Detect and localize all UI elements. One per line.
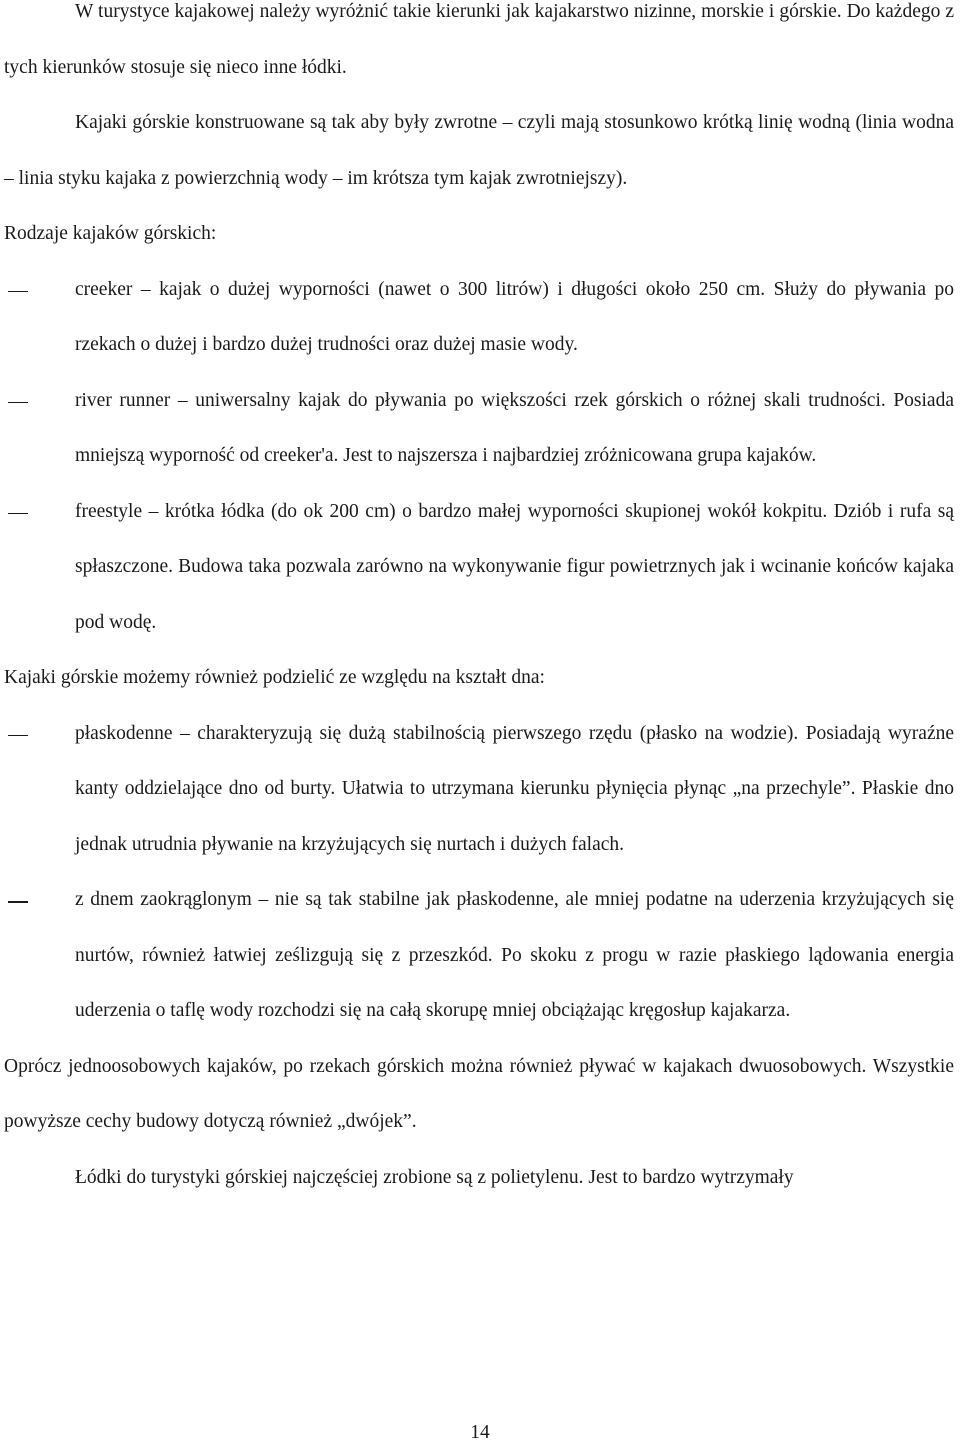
paragraph-kayaking-directions: W turystyce kajakowej należy wyróżnić takie kierunki jak kajakarstwo nizinne, morskie i górskie. Do każdego z tych kierunków stosuje się nieco inne łódki. (4, 1, 954, 78)
list-item-river-runner (4, 373, 954, 484)
list-item-text: river runner – uniwersalny kajak do pływania po większości rzek górskich o różnej skali trudności. Posiada mniejszą wyporność od creeker'a. Jest to najszersza i najbardziej zróżnicowana grupa kajaków. (75, 389, 954, 466)
paragraph-two-person-kayaks: Oprócz jednoosobowych kajaków, po rzekach górskich można również pływać w kajakach dwuosobowych. Wszystkie powyższe cechy budowy dotyczą również „dwójek”. (4, 1055, 954, 1132)
hull-shapes-list (4, 706, 954, 1039)
list-item-text: płaskodenne – charakteryzują się dużą stabilnością pierwszego rzędu (płasko na wodzie). Posiadają wyraźne kanty oddzielające dno od burty. Ułatwia to utrzymana kierunku płynięcia płynąc „na przechyle”. Płaskie dno jednak utrudnia pływanie na krzyżujących się nurtach i dużych falach. (75, 722, 954, 855)
paragraph-hull-shapes-heading: Kajaki górskie możemy również podzielić ze względu na kształt dna: (4, 667, 545, 688)
list-item-round-bottom (4, 872, 954, 1039)
document-body (4, 0, 954, 1205)
page-number: 14 (470, 1422, 490, 1443)
kayak-types-list (4, 262, 954, 651)
list-item-text: z dnem zaokrąglonym – nie są tak stabilne jak płaskodenne, ale mniej podatne na uderzenia krzyżujących się nurtów, również łatwiej ześlizgują się z przeszkód. Po skoku z progu w razie płaskiego lądowania energia uderzenia o taflę wody rozchodzi się na całą skorupę mniej obciążając kręgosłup kajakarza. (75, 889, 954, 1021)
paragraph-mountain-kayak-design: Kajaki górskie konstruowane są tak aby były zwrotne – czyli mają stosunkowo krótką linię wodną (linia wodna – linia styku kajaka z powierzchnią wody – im krótsza tym kajak zwrotniejszy). (4, 112, 954, 189)
list-item-text: freestyle – krótka łódka (do ok 200 cm) o bardzo małej wyporności skupionej wokół kokpitu. Dziób i rufa są spłaszczone. Budowa taka pozwala zarówno na wykonywanie figur powietrznych jak i wcinanie końców kajaka pod wodę. (75, 500, 954, 633)
list-item-creeker (4, 262, 954, 373)
paragraph-kayak-types-heading: Rodzaje kajaków górskich: (4, 223, 217, 244)
list-item-flat-bottom (4, 706, 954, 873)
list-item-freestyle (4, 484, 954, 651)
paragraph-polyethylene: Łódki do turystyki górskiej najczęściej zrobione są z polietylenu. Jest to bardzo wytrzymały (75, 1166, 794, 1188)
list-item-text: creeker – kajak o dużej wyporności (nawet o 300 litrów) i długości około 250 cm. Służy do pływania po rzekach o dużej i bardzo dużej trudności oraz dużej masie wody. (75, 278, 954, 355)
